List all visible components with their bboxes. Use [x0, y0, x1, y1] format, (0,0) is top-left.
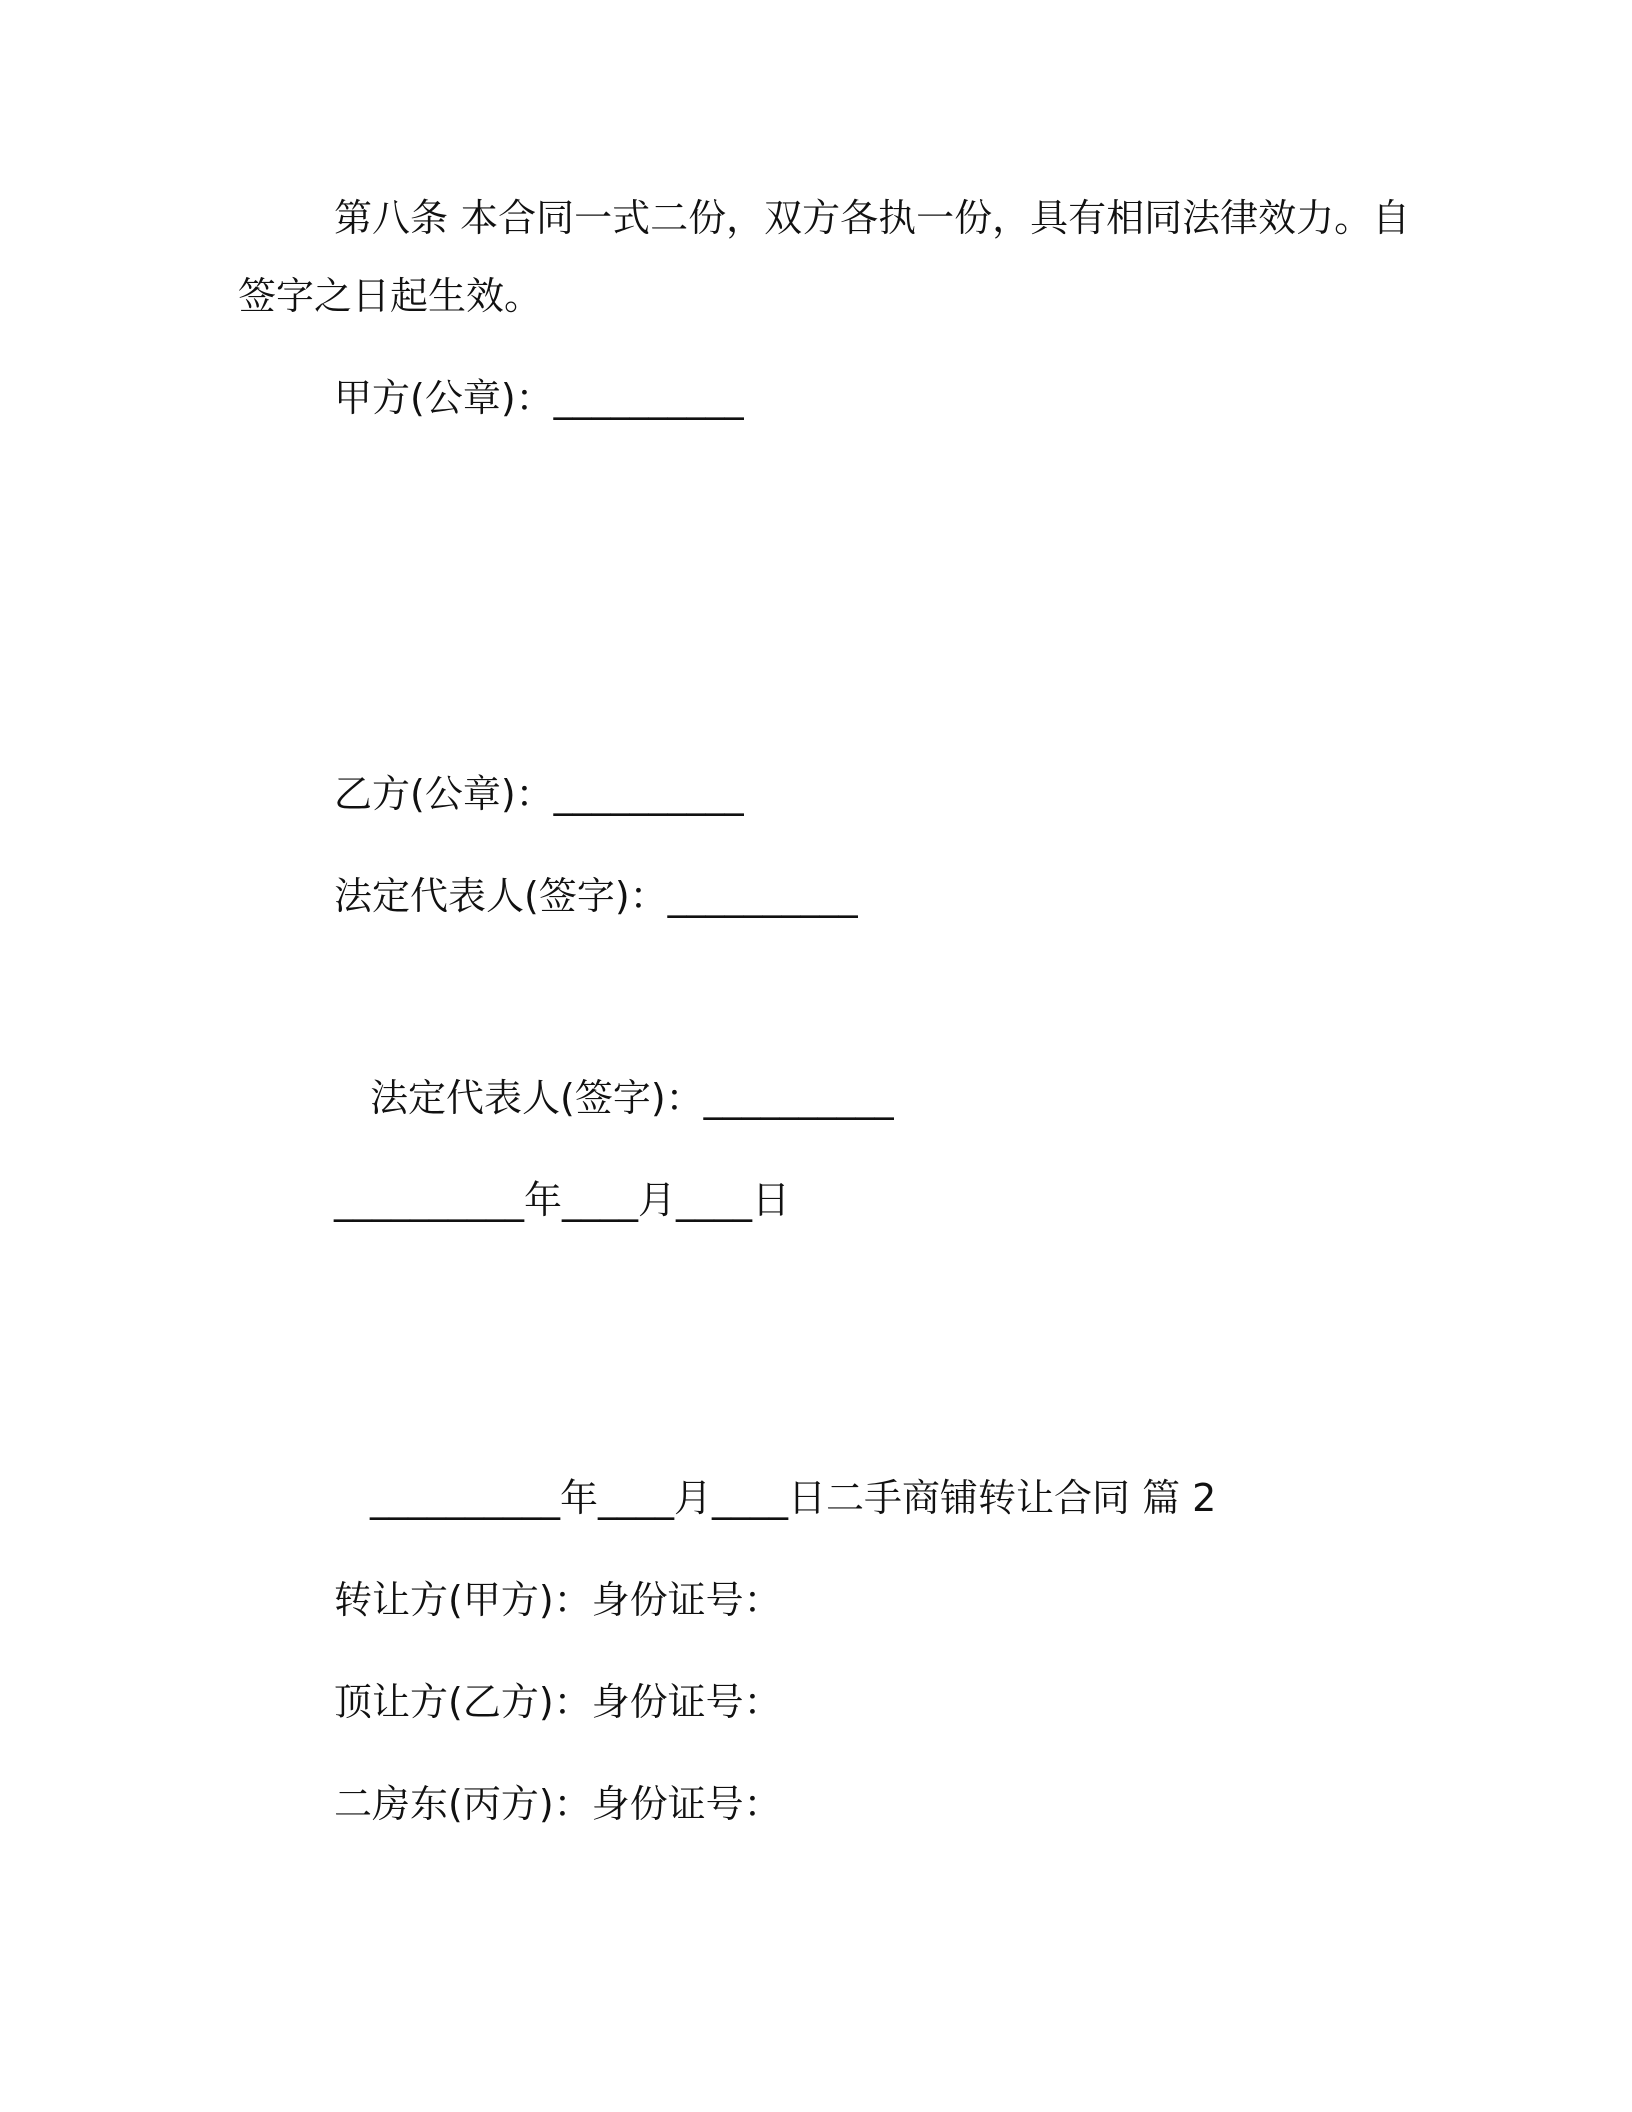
transferor-line: 转让方(甲方)：身份证号：: [334, 1578, 782, 1622]
article-8-line-2: 签字之日起生效。: [238, 274, 543, 318]
date-line: __________年____月____日: [334, 1178, 791, 1222]
legal-representative-line: 法定代表人(签字)：__________: [334, 874, 858, 918]
sublandlord-line: 二房东(丙方)：身份证号：: [334, 1782, 782, 1826]
party-b-seal-line: 乙方(公章)：__________: [334, 772, 744, 816]
legal-representative-line-2: 法定代表人(签字)：__________: [370, 1076, 894, 1120]
article-8-line-1: 第八条 本合同一式二份，双方各执一份，具有相同法律效力。自: [334, 196, 1411, 240]
transferee-line: 顶让方(乙方)：身份证号：: [334, 1680, 782, 1724]
party-a-seal-line: 甲方(公章)：__________: [334, 376, 744, 420]
contract-2-heading: __________年____月____日二手商铺转让合同 篇 2: [370, 1476, 1217, 1520]
